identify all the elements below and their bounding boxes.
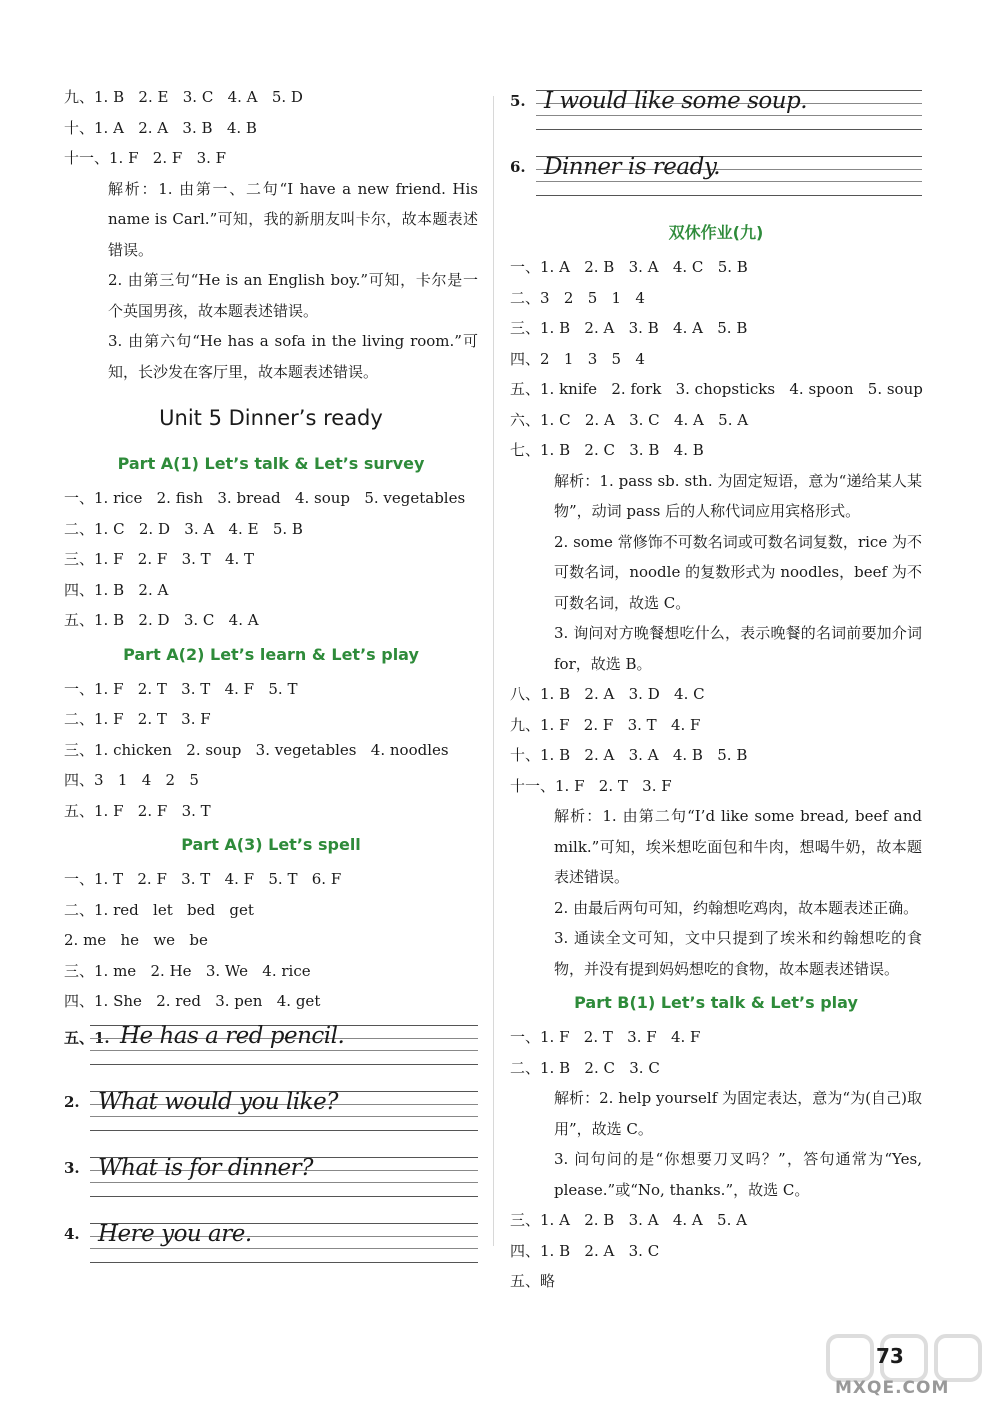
answer-line: 七、1. B 2. C 3. B 4. B bbox=[510, 441, 704, 459]
answer-line: 一、1. F 2. T 3. F 4. F bbox=[510, 1028, 701, 1046]
answer-line: 二、1. red let bed get bbox=[64, 900, 254, 919]
answer-line: 四、3 1 4 2 5 bbox=[64, 771, 199, 789]
handwriting-row bbox=[510, 148, 922, 214]
answer-line: 十一、1. F 2. F 3. F bbox=[64, 149, 227, 167]
handwritten-answer: Here you are. bbox=[98, 1220, 252, 1247]
answer-line: 五、略 bbox=[510, 1272, 556, 1290]
watermark-text: MXQE.COM bbox=[835, 1378, 950, 1398]
item-number: 4. bbox=[64, 1224, 80, 1243]
answer-line: 四、1. B 2. A bbox=[64, 580, 169, 599]
handwritten-answer: I would like some soup. bbox=[544, 88, 808, 114]
answer-line: 四、1. B 2. A 3. C bbox=[510, 1241, 660, 1260]
section-heading: Part B(1) Let’s talk & Let’s play bbox=[574, 993, 858, 1012]
item-number: 2. bbox=[64, 1092, 80, 1111]
answer-line: 一、1. F 2. T 3. T 4. F 5. T bbox=[64, 679, 298, 698]
answer-line: 十、1. A 2. A 3. B 4. B bbox=[64, 118, 257, 137]
answer-line: 三、1. me 2. He 3. We 4. rice bbox=[64, 961, 311, 980]
section-heading: Part A(2) Let’s learn & Let’s play bbox=[123, 644, 419, 664]
left-column bbox=[64, 82, 478, 1281]
answer-line: 五、1. F 2. F 3. T bbox=[64, 801, 211, 820]
right-column bbox=[510, 82, 922, 1297]
analysis-paragraph: 解析：1. pass sb. sth. 为固定短语，意为“递给某人某物”，动词 pass 后的人称代词应用宾格形式。 bbox=[554, 471, 922, 520]
column-divider bbox=[493, 96, 494, 1246]
analysis-paragraph: 解析：2. help yourself 为固定表达，意为“为(自己)取用”，故选 C。 bbox=[554, 1089, 922, 1138]
section-heading: Part A(3) Let’s spell bbox=[181, 835, 361, 854]
answer-line: 二、3 2 5 1 4 bbox=[510, 288, 645, 307]
handwriting-row bbox=[64, 1215, 478, 1281]
answer-line: 二、1. B 2. C 3. C bbox=[510, 1058, 660, 1077]
analysis-paragraph: 3. 问句问的是“你想要刀叉吗？”，答句通常为“Yes, please.”或“No, thanks.”，故选 C。 bbox=[554, 1150, 922, 1199]
analysis-paragraph: 3. 通读全文可知，文中只提到了埃米和约翰想吃的食物，并没有提到妈妈想吃的食物，故本题表述错误。 bbox=[554, 929, 922, 978]
section-heading: Part A(1) Let’s talk & Let’s survey bbox=[117, 454, 425, 473]
handwriting-row bbox=[64, 1083, 478, 1149]
answer-line: 一、1. A 2. B 3. A 4. C 5. B bbox=[510, 258, 748, 276]
answer-line: 一、1. rice 2. fish 3. bread 4. soup 5. vegetables bbox=[64, 489, 466, 507]
analysis-paragraph: 2. some 常修饰不可数名词或可数名词复数，rice 为不可数名词，noodle 的复数形式为 noodles，beef 为不可数名词，故选 C。 bbox=[554, 532, 922, 612]
handwriting-row bbox=[64, 1017, 478, 1083]
answer-line: 四、2 1 3 5 4 bbox=[510, 349, 645, 368]
handwritten-answer: He has a red pencil. bbox=[120, 1022, 345, 1049]
analysis-paragraph: 2. 由最后两句可知，约翰想吃鸡肉，故本题表述正确。 bbox=[554, 898, 919, 917]
answer-line: 四、1. She 2. red 3. pen 4. get bbox=[64, 992, 321, 1010]
handwritten-answer: Dinner is ready. bbox=[544, 154, 721, 180]
item-number: 6. bbox=[510, 158, 526, 176]
answer-line: 二、1. F 2. T 3. F bbox=[64, 710, 211, 728]
answer-line: 三、1. F 2. F 3. T 4. T bbox=[64, 550, 255, 568]
handwritten-answer: What would you like? bbox=[98, 1088, 339, 1115]
answer-line: 三、1. A 2. B 3. A 4. A 5. A bbox=[510, 1211, 747, 1229]
analysis-paragraph: 解析：1. 由第二句“I’d like some bread, beef and milk.”可知，埃米想吃面包和牛肉，想喝牛奶，故本题表述错误。 bbox=[554, 807, 922, 886]
answer-line: 五、1. knife 2. fork 3. chopsticks 4. spoon 5. soup bbox=[510, 380, 923, 398]
analysis-paragraph: 解析：1. 由第一、二句“I have a new friend. His name is Carl.”可知，我的新朋友叫卡尔，故本题表述错误。 bbox=[108, 179, 478, 259]
answer-line: 九、1. B 2. E 3. C 4. A 5. D bbox=[64, 88, 303, 106]
page-number: 73 bbox=[876, 1344, 904, 1368]
item-number: 3. bbox=[64, 1158, 80, 1177]
answer-line: 二、1. C 2. D 3. A 4. E 5. B bbox=[64, 519, 303, 538]
handwriting-row bbox=[64, 1149, 478, 1215]
handwriting-row bbox=[510, 82, 922, 148]
analysis-paragraph: 2. 由第三句“He is an English boy.”可知，卡尔是一个英国男孩，故本题表述错误。 bbox=[108, 271, 478, 320]
section-heading: 双休作业(九) bbox=[668, 223, 764, 242]
answer-line: 九、1. F 2. F 3. T 4. F bbox=[510, 715, 701, 734]
answer-line: 五、1. B 2. D 3. C 4. A bbox=[64, 611, 259, 629]
item-number: 5. bbox=[510, 92, 526, 110]
unit-title: Unit 5 Dinner’s ready bbox=[159, 406, 383, 430]
answer-line: 三、1. chicken 2. soup 3. vegetables 4. noodles bbox=[64, 740, 449, 759]
answer-line: 八、1. B 2. A 3. D 4. C bbox=[510, 685, 705, 703]
answer-line: 十一、1. F 2. T 3. F bbox=[510, 776, 672, 795]
answer-line: 三、1. B 2. A 3. B 4. A 5. B bbox=[510, 319, 748, 337]
analysis-paragraph: 3. 询问对方晚餐想吃什么，表示晚餐的名词前要加介词 for，故选 B。 bbox=[554, 624, 922, 673]
answer-line: 六、1. C 2. A 3. C 4. A 5. A bbox=[510, 410, 749, 429]
handwritten-answer: What is for dinner? bbox=[98, 1154, 313, 1181]
answer-line: 十、1. B 2. A 3. A 4. B 5. B bbox=[510, 746, 748, 764]
item-number: 五、1. bbox=[64, 1028, 110, 1047]
answer-line: 2. me he we be bbox=[64, 931, 208, 949]
answer-line: 一、1. T 2. F 3. T 4. F 5. T 6. F bbox=[64, 870, 342, 888]
analysis-paragraph: 3. 由第六句“He has a sofa in the living room.”可知，长沙发在客厅里，故本题表述错误。 bbox=[108, 332, 478, 381]
